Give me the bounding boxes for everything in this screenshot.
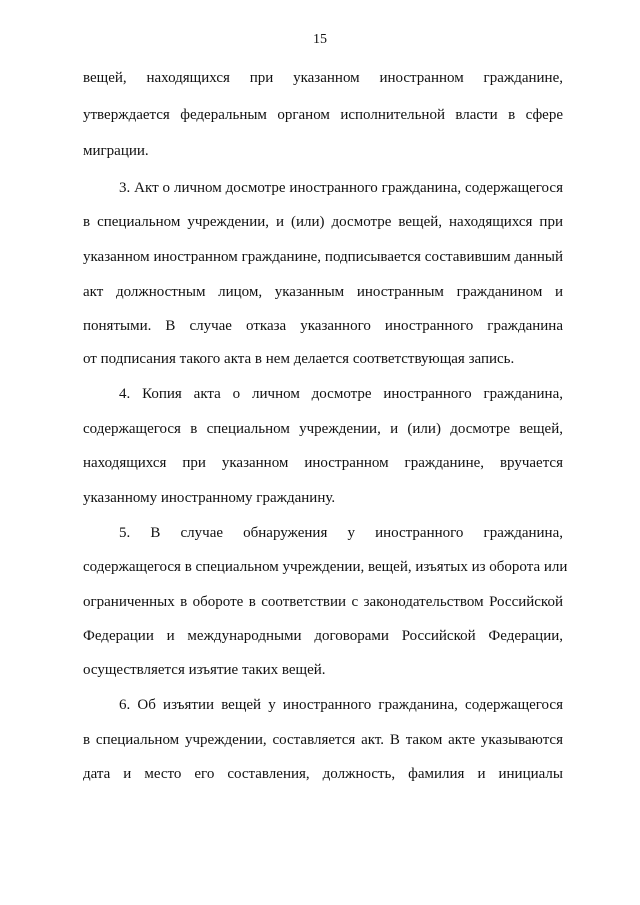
text-line: 5. В случае обнаружения у иностранного гражданина, — [119, 525, 563, 541]
text-line: понятыми. В случае отказа указанного иностранного гражданина — [83, 318, 563, 334]
text-line: в специальном учреждении, составляется акт. В таком акте указываются — [83, 732, 563, 748]
text-line: осуществляется изъятие таких вещей. — [83, 662, 326, 678]
text-line: миграции. — [83, 143, 149, 159]
text-line: от подписания такого акта в нем делается соответствующая запись. — [83, 351, 515, 367]
text-line: вещей, находящихся при указанном иностранном гражданине, — [83, 70, 563, 86]
text-line: 6. Об изъятии вещей у иностранного гражданина, содержащегося — [119, 697, 563, 713]
text-line: акт должностным лицом, указанным иностранным гражданином и — [83, 284, 563, 300]
text-line: Федерации и международными договорами Российской Федерации, — [83, 628, 563, 644]
text-line: дата и место его составления, должность, фамилия и инициалы — [83, 766, 563, 782]
text-line: содержащегося в специальном учреждении, вещей, изъятых из оборота или — [83, 559, 568, 575]
text-line: в специальном учреждении, и (или) досмотре вещей, находящихся при — [83, 214, 563, 230]
text-line: 3. Акт о личном досмотре иностранного гражданина, содержащегося — [119, 180, 563, 196]
text-line: содержащегося в специальном учреждении, и (или) досмотре вещей, — [83, 421, 563, 437]
page-number: 15 — [313, 32, 327, 47]
text-line: находящихся при указанном иностранном гражданине, вручается — [83, 455, 563, 471]
text-line: утверждается федеральным органом исполнительной власти в сфере — [83, 107, 563, 123]
text-line: указанном иностранном гражданине, подписывается составившим данный — [83, 249, 563, 265]
text-line: ограниченных в обороте в соответствии с законодательством Российской — [83, 594, 563, 610]
text-line: 4. Копия акта о личном досмотре иностранного гражданина, — [119, 386, 563, 402]
text-line: указанному иностранному гражданину. — [83, 490, 336, 506]
